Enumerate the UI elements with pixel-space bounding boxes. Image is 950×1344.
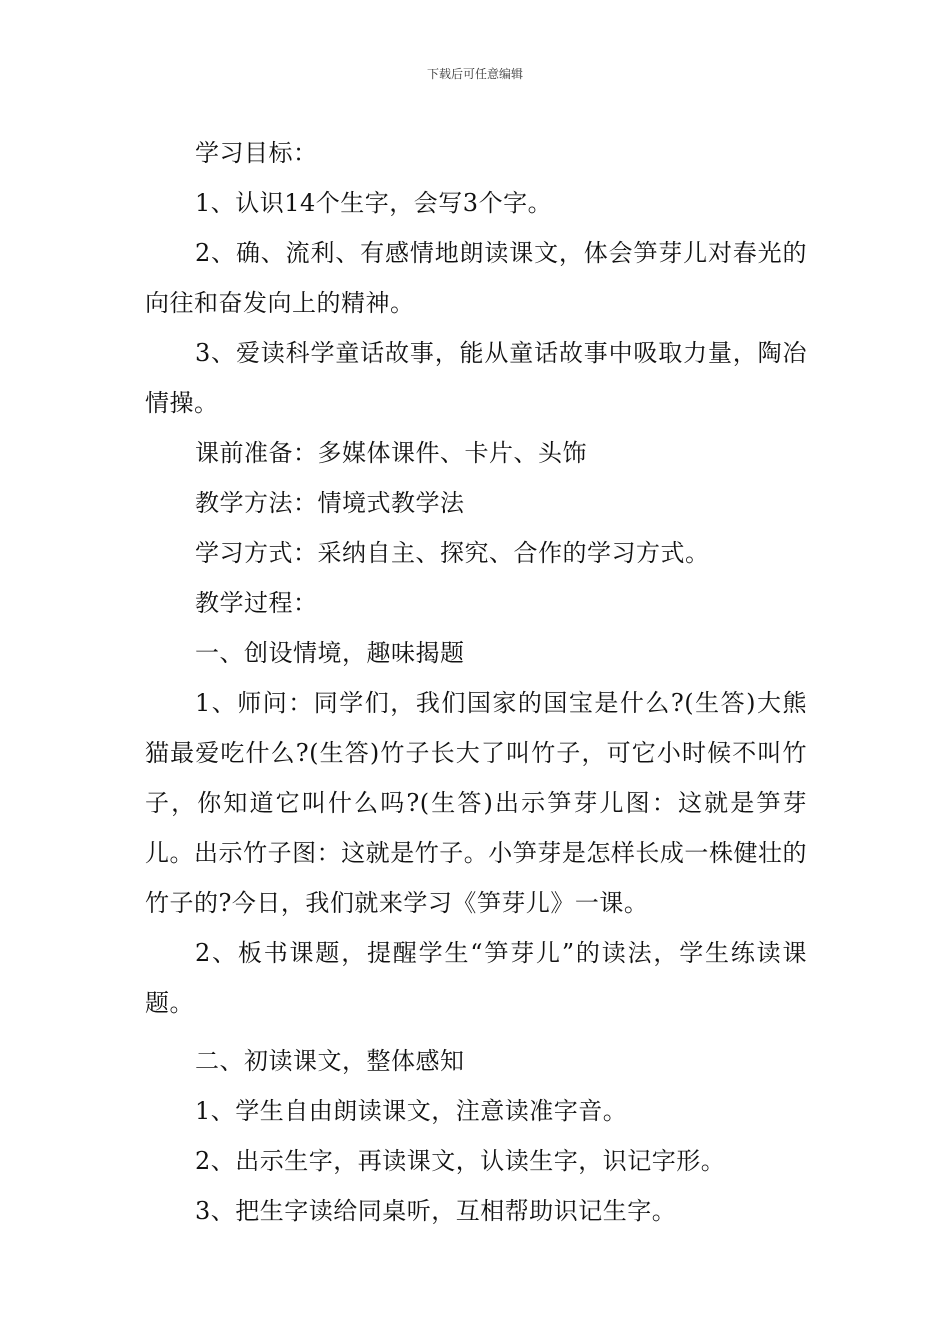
goal-item-2: 2、确、流利、有感情地朗读课文，体会笋芽儿对春光的向往和奋发向上的精神。 (145, 239, 807, 317)
section-2-item-3: 3、把生字读给同桌听，互相帮助识记生字。 (195, 1197, 677, 1225)
goal-item-3: 3、爱读科学童话故事，能从童话故事中吸取力量，陶冶情操。 (145, 339, 807, 417)
section-2-item-2: 2、出示生字，再读课文，认读生字，识记字形。 (195, 1147, 726, 1175)
learning-style-line: 学习方式：采纳自主、探究、合作的学习方式。 (195, 539, 710, 567)
page-header-note: 下载后可任意编辑 (426, 67, 523, 81)
goal-item-1: 1、认识14个生字，会写3个字。 (195, 189, 553, 217)
section-1-item-1: 1、师问：同学们，我们国家的国宝是什么?(生答)大熊猫最爱吃什么?(生答)竹子长大了叫竹子，可它小时候不叫竹子，你知道它叫什么吗?(生答)出示笋芽儿图：这就是笋芽儿。出示竹子图：这就是竹子。小笋芽是怎样长成一株健壮的竹子的?今日，我们就来学习《笋芽儿》一课。 (145, 689, 807, 917)
section-heading-1: 一、创设情境，趣味揭题 (195, 639, 465, 667)
section-1-item-2: 2、板书课题，提醒学生“笋芽儿”的读法，学生练读课题。 (145, 939, 807, 1017)
heading-learning-goals: 学习目标： (195, 139, 318, 167)
section-2-item-1: 1、学生自由朗读课文，注意读准字音。 (195, 1097, 628, 1125)
heading-teaching-process: 教学过程： (195, 589, 318, 617)
method-line: 教学方法：情境式教学法 (195, 489, 465, 517)
document-body (145, 128, 807, 1236)
preparation-line: 课前准备：多媒体课件、卡片、头饰 (195, 439, 587, 467)
section-heading-2: 二、初读课文，整体感知 (195, 1047, 465, 1075)
